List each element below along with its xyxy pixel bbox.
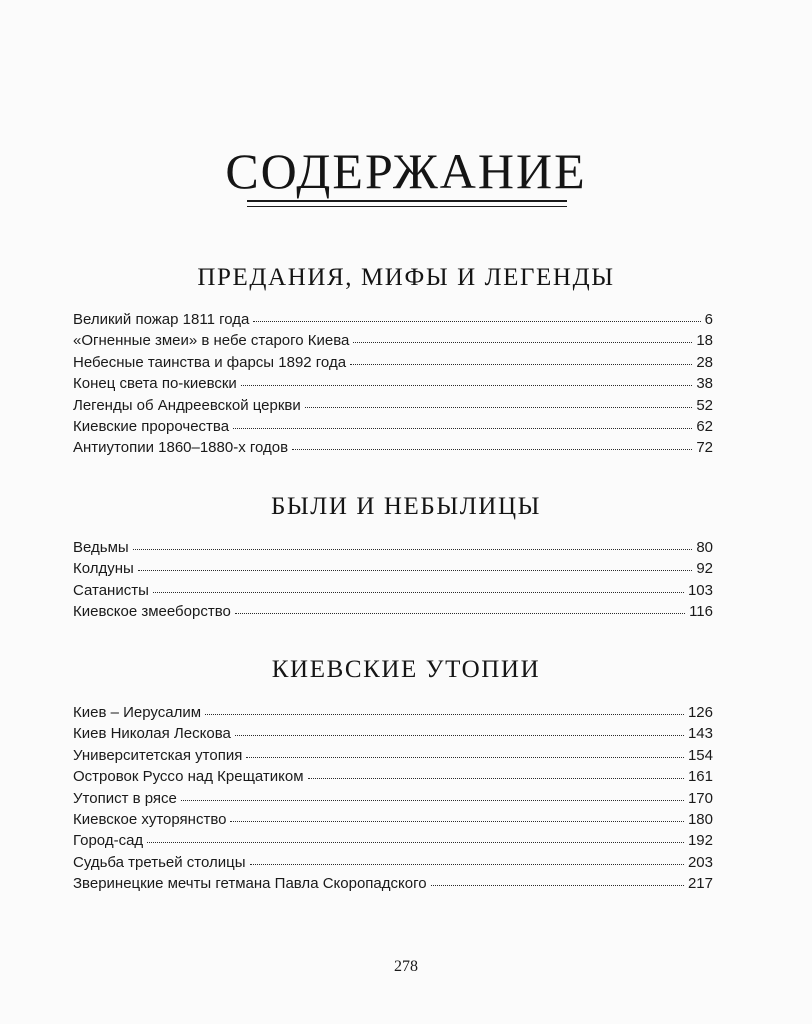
dot-leader (246, 757, 684, 758)
entry-title: Киевское змееборство (73, 603, 231, 621)
entry-page: 203 (687, 853, 713, 871)
entry-title: Островок Руссо над Крещатиком (73, 768, 304, 786)
section-heading-tales: БЫЛИ И НЕБЫЛИЦЫ (270, 493, 542, 520)
entry-title: Зверинецкие мечты гетмана Павла Скоропадского (73, 875, 427, 893)
entry-page: 62 (696, 417, 713, 435)
entry-page: 80 (696, 539, 713, 556)
entry-title: Конец света по-киевски (73, 375, 237, 393)
entry-page: 180 (687, 810, 713, 828)
toc-entry[interactable] (73, 332, 713, 353)
entry-title: Киевские пророчества (73, 417, 230, 435)
dot-leader (147, 842, 684, 843)
toc-section-tales (73, 539, 713, 625)
entry-page: 192 (687, 832, 713, 850)
toc-entry[interactable] (73, 603, 713, 624)
dot-leader (353, 342, 692, 343)
entry-page: 126 (687, 704, 713, 721)
entry-title: Киевское хуторянство (73, 810, 227, 828)
toc-entry[interactable] (73, 875, 713, 896)
toc-entry[interactable] (73, 582, 713, 603)
dot-leader (235, 613, 685, 614)
toc-entry[interactable] (73, 397, 713, 418)
toc-section-utopias (73, 704, 713, 897)
dot-leader (235, 735, 684, 736)
dot-leader (181, 800, 684, 801)
dot-leader (241, 385, 693, 386)
section-heading-utopias: КИЕВСКИЕ УТОПИИ (271, 656, 541, 683)
entry-title: «Огненные змеи» в небе старого Киева (73, 332, 350, 350)
entry-title: Великий пожар 1811 года (73, 311, 250, 328)
toc-entry[interactable] (73, 375, 713, 396)
entry-title: Киев – Иерусалим (73, 704, 202, 721)
entry-page: 28 (696, 353, 713, 371)
dot-leader (350, 364, 692, 365)
entry-title: Сатанисты (73, 581, 149, 599)
title-rule-thin (247, 206, 567, 207)
dot-leader (133, 549, 693, 550)
entry-title: Судьба третьей столицы (73, 853, 246, 871)
dot-leader (250, 864, 684, 865)
dot-leader (431, 885, 684, 886)
entry-title: Легенды об Андреевской церкви (73, 396, 301, 414)
entry-title: Университетская утопия (73, 746, 243, 764)
dot-leader (253, 321, 700, 322)
entry-page: 72 (696, 439, 713, 457)
entry-page: 154 (687, 746, 713, 764)
page-number: 278 (394, 958, 418, 975)
toc-entry[interactable] (73, 768, 713, 789)
toc-entry[interactable] (73, 311, 713, 332)
entry-title: Ведьмы (73, 539, 129, 556)
toc-entry[interactable] (73, 539, 713, 560)
entry-page: 161 (687, 768, 713, 786)
dot-leader (308, 778, 684, 779)
toc-section-legends (73, 311, 713, 461)
entry-title: Киев Николая Лескова (73, 725, 231, 743)
entry-title: Небесные таинства и фарсы 1892 года (73, 353, 347, 371)
toc-entry[interactable] (73, 704, 713, 725)
toc-entry[interactable] (73, 725, 713, 746)
entry-title: Город-сад (73, 832, 144, 850)
toc-entry[interactable] (73, 439, 713, 460)
entry-page: 6 (704, 311, 713, 328)
entry-page: 103 (687, 581, 713, 599)
entry-page: 116 (689, 603, 713, 621)
entry-page: 170 (687, 789, 713, 807)
entry-page: 38 (696, 375, 713, 393)
title-rule-thick (247, 200, 567, 202)
dot-leader (138, 570, 692, 571)
entry-page: 92 (696, 560, 713, 578)
dot-leader (292, 449, 692, 450)
toc-entry[interactable] (73, 832, 713, 853)
entry-page: 18 (696, 332, 713, 350)
dot-leader (233, 428, 692, 429)
toc-entry[interactable] (73, 811, 713, 832)
toc-entry[interactable] (73, 354, 713, 375)
entry-title: Антиутопии 1860–1880-х годов (73, 439, 289, 457)
entry-page: 143 (687, 725, 713, 743)
dot-leader (305, 407, 693, 408)
section-heading-legends: ПРЕДАНИЯ, МИФЫ И ЛЕГЕНДЫ (197, 264, 615, 291)
toc-entry[interactable] (73, 418, 713, 439)
page-title: СОДЕРЖАНИЕ (225, 143, 587, 199)
dot-leader (230, 821, 683, 822)
entry-title: Колдуны (73, 560, 134, 578)
toc-entry[interactable] (73, 560, 713, 581)
dot-leader (153, 592, 684, 593)
entry-page: 217 (687, 875, 713, 893)
toc-entry[interactable] (73, 854, 713, 875)
toc-entry[interactable] (73, 747, 713, 768)
dot-leader (205, 714, 684, 715)
toc-entry[interactable] (73, 790, 713, 811)
entry-page: 52 (696, 396, 713, 414)
entry-title: Утопист в рясе (73, 789, 177, 807)
